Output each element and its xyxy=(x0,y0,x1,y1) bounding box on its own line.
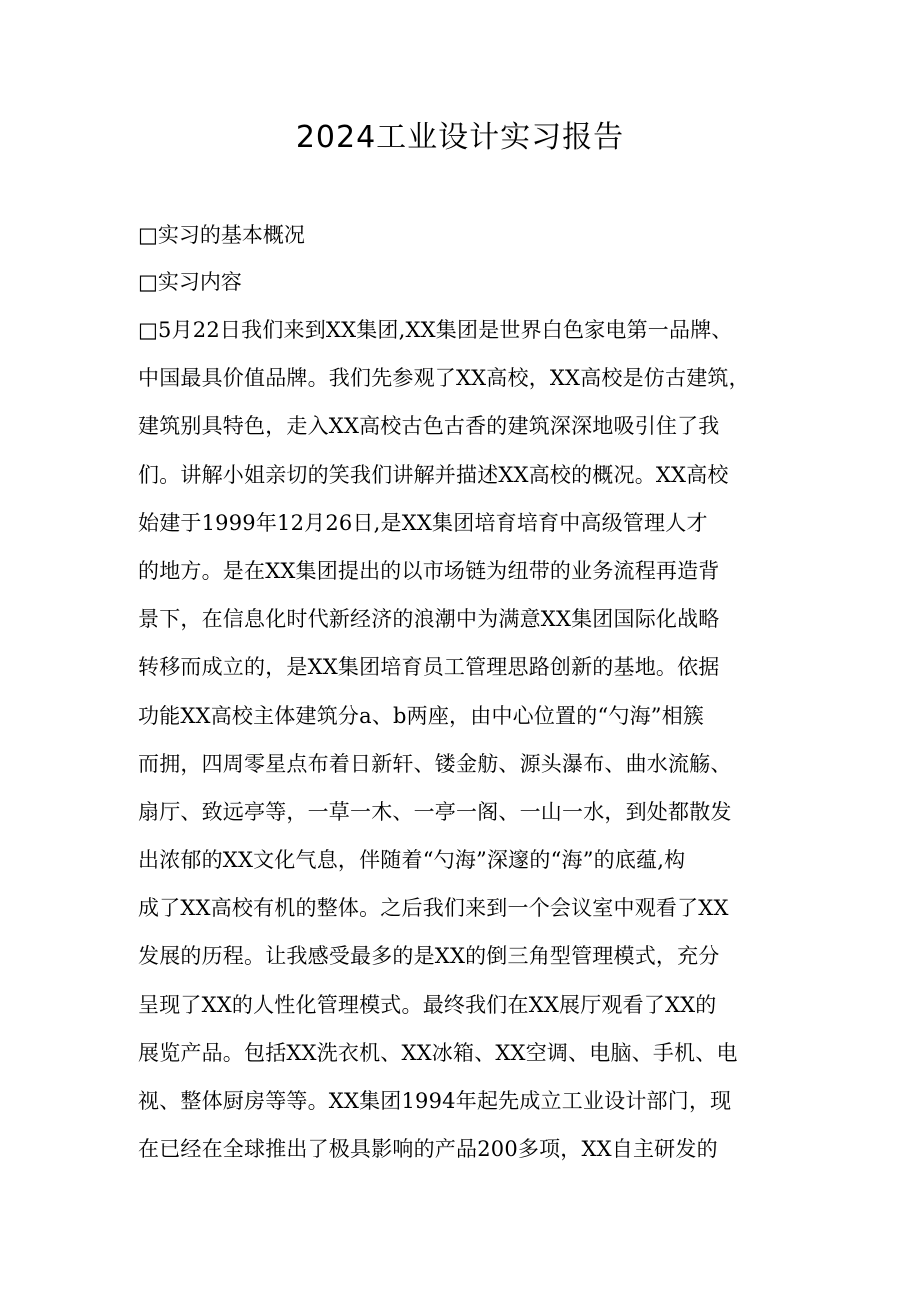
paragraph-line: 始建于1999年12月26日,是XX集团培育培育中高级管理人才 xyxy=(138,510,708,535)
paragraph-line: 们。讲解小姐亲切的笑我们讲解并描述XX高校的概况。XX高校 xyxy=(138,462,729,487)
section-heading-overview: □实习的基本概况 xyxy=(138,223,305,247)
paragraph-line: 功能XX高校主体建筑分a、b两座，由中心位置的“勺海”相簇 xyxy=(138,703,705,728)
paragraph-line: 景下，在信息化时代新经济的浪潮中为满意XX集团国际化战略 xyxy=(138,607,720,632)
paragraph-line: 呈现了XX的人性化管理模式。最终我们在XX展厅观看了XX的 xyxy=(138,992,717,1017)
section-heading-content: □实习内容 xyxy=(138,270,242,294)
paragraph-line: 展览产品。包括XX洗衣机、XX冰箱、XX空调、电脑、手机、电 xyxy=(138,1040,738,1065)
paragraph-line: 出浓郁的XX文化气息，伴随着“勺海”深邃的“海”的底蕴,构 xyxy=(138,848,686,873)
paragraph-line: □5月22日我们来到XX集团,XX集团是世界白色家电第一品牌、 xyxy=(138,318,733,342)
paragraph-line: 而拥，四周零星点布着日新轩、镂金舫、源头瀑布、曲水流觞、 xyxy=(138,751,732,776)
paragraph-line: 中国最具价值品牌。我们先参观了XX高校，XX高校是仿古建筑， xyxy=(138,366,750,391)
paragraph-line: 转移而成立的，是XX集团培育员工管理思路创新的基地。依据 xyxy=(138,655,720,680)
document-title: 2024工业设计实习报告 xyxy=(295,120,625,155)
paragraph-line: 成了XX高校有机的整体。之后我们来到一个会议室中观看了XX xyxy=(138,896,729,921)
paragraph-line: 在已经在全球推出了极具影响的产品200多项，XX自主研发的 xyxy=(138,1137,718,1162)
paragraph-line: 建筑别具特色，走入XX高校古色古香的建筑深深地吸引住了我 xyxy=(138,414,720,439)
paragraph-line: 扇厅、致远亭等，一草一木、一亭一阁、一山一水，到处都散发 xyxy=(138,799,732,824)
paragraph-line: 视、整体厨房等等。XX集团1994年起先成立工业设计部门，现 xyxy=(138,1089,732,1113)
paragraph-line: 发展的历程。让我感受最多的是XX的倒三角型管理模式，充分 xyxy=(138,944,720,969)
paragraph-line: 的地方。是在XX集团提出的以市场链为纽带的业务流程再造背 xyxy=(138,558,720,583)
body-paragraph xyxy=(138,315,788,1182)
